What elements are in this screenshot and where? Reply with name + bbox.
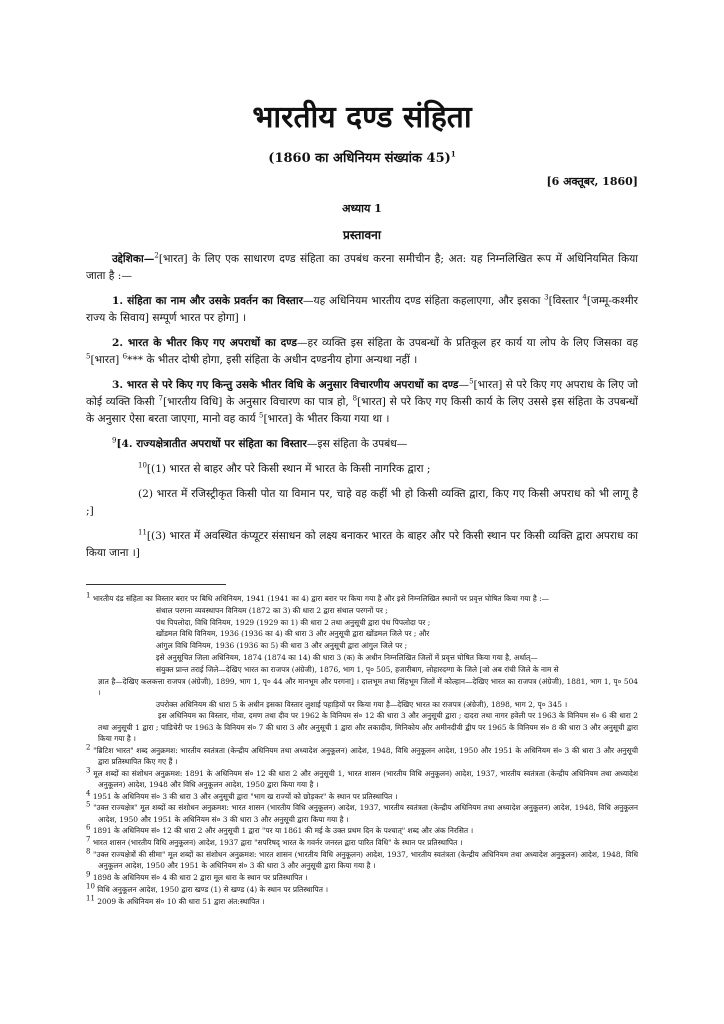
footnote-marker: 5	[86, 352, 91, 361]
footnote-number: 1	[86, 591, 91, 600]
footnotes	[86, 593, 638, 907]
chapter-heading: अध्याय 1	[342, 202, 382, 215]
footnote-1-list-item: आंगुल विधि विनियम, 1936 (1936 का 5) की धारा 3 और अनुसूची द्वारा आंगुल जिले पर ;	[156, 641, 408, 651]
document-title: भारतीय दण्ड संहिता	[252, 100, 472, 135]
section-4-heading: [4. राज्यक्षेत्रातीत अपराधों पर संहिता का विस्तार	[116, 438, 307, 450]
footnote-marker: 10	[138, 461, 147, 470]
act-number	[86, 148, 638, 166]
footnote-text: "उक्त राज्यक्षेत्र" मूल शब्दों का संशोधन अनुक्रमश: भारत शासन (भारतीय विधि अनुकूलन) आदेश, 1937, भारतीय स्वतंत्रता (केन्द्रीय अधिनियम तथा अध्यादेश अनुकूलन) आदेश, 1948, विधि अनुकूलन आदेश, 1950 और 1951 के अधिनियम सं० 3 की धारा 3 और अनुसूची द्वारा किया गया है ।	[90, 803, 638, 824]
section-1-heading: 1. संहिता का नाम और उसके प्रवर्तन का विस्तार	[112, 295, 303, 307]
enactment-date: [6 अक्तूबर, 1860]	[546, 175, 638, 188]
footnote-number: 8	[86, 847, 91, 856]
section-3-text: [भारत] से परे किए गए अपराध के लिए जो कोई व्यक्ति किसी	[86, 379, 638, 408]
footnote-divider	[86, 584, 226, 585]
footnote-number: 10	[86, 882, 95, 891]
footnote-4	[86, 791, 638, 802]
footnote-number: 6	[86, 823, 91, 832]
footnote-2	[86, 745, 638, 767]
section-3	[86, 377, 638, 428]
section-2-text: —हर व्यक्ति इस संहिता के उपबन्धों के प्रतिकूल हर कार्य या लोप के लिए जिसका वह	[296, 337, 638, 349]
footnote-number: 11	[86, 894, 95, 903]
clause-3-text: [(3) भारत में अवस्थित कंप्यूटर संसाधन को लक्ष्य बनाकर भारत के बाहर और परे किसी स्थान पर किसी व्यक्ति द्वारा अपराध का किया जाना ।]	[86, 530, 638, 559]
footnote-text: भारत शासन (भारतीय विधि अनुकूलन) आदेश, 1937 द्वारा "सपरिषद् भारत के गवर्नर जनरल द्वारा पारित विधि" के स्थान पर प्रतिस्थापित ।	[90, 838, 463, 848]
footnote-9	[86, 872, 638, 883]
footnote-number: 3	[86, 766, 91, 775]
section-1-text: [विस्तार	[548, 295, 583, 307]
footnote-marker: 8	[352, 394, 358, 403]
footnote-marker: 5	[469, 377, 474, 386]
document-page	[86, 100, 638, 907]
footnote-marker: 5	[259, 411, 264, 420]
section-1-text: [जम्मू-कश्मीर राज्य के सिवाय] सम्पूर्ण भारत पर होगा] ।	[86, 295, 638, 324]
footnote-text: "ब्रिटिश भारत" शब्द अनुक्रमश: भारतीय स्वतंत्रता (केन्द्रीय अधिनियम तथा अध्यादेश अनुकूलन) आदेश, 1948, विधि अनुकूलन आदेश, 1950 और 1951 के अधिनियम सं० 3 की धारा 3 और अनुसूची द्वारा प्रतिस्थापित किए गए हैं ।	[90, 745, 638, 766]
footnote-marker: 6	[122, 352, 128, 361]
clause-3	[86, 528, 638, 562]
section-3-text: [भारत] से परे किए गए किसी कार्य के लिए उससे इस संहिता के उपबन्धों के अनुसार ऐसा बरता जाएगा, मानो वह कार्य	[86, 396, 638, 425]
footnote-text: भारतीय दंड संहिता का विस्तार बरार पर बिधि अधिनियम, 1941 (1941 का 4) द्वारा बरार पर किया गया है और इसे निम्नलिखित स्थानों पर प्रवृत्त घोषित किया गया है :—	[90, 594, 549, 603]
footnote-1-continuation: ज्ञात है—देखिए कलकत्ता राजपत्र (अंग्रेजी), 1899, भाग 1, पृ० 44 और मानभूम और परगना] । दालभूम तथा सिंहभूम जिलों में कोल्हान—देखिए भारत का राजपत्र (अंग्रेजी), 1881, भाग 1, पृ० 504 ।	[98, 676, 638, 697]
footnote-1	[86, 593, 638, 604]
footnote-marker: 4	[582, 293, 587, 302]
footnote-text: 1951 के अधिनियम सं० 3 की धारा 3 और अनुसूची द्वारा "भाग ख राज्यों को छोड़कर" के स्थान पर प्रतिस्थापित ।	[90, 791, 398, 801]
footnote-7	[86, 837, 638, 848]
section-3-text: [भारत] के भीतर किया गया था ।	[263, 413, 390, 425]
footnote-1-list-item: इस अधिनियम का विस्तार, गोवा, दमण तथा दीव पर 1962 के विनियम सं० 12 की धारा 3 और अनुसूची द्वारा ; दादरा तथा नागर हवेली पर 1963 के विनियम सं० 6 की धारा 2 तथा अनुसूची 1 द्वारा ; पांडिचेरी पर 1963 के विनियम सं० 7 की धारा 3 और अनुसूची 1 द्वारा और लकादीव, मिनिकोय और अमीनदीवी द्वीप पर 1965 के विनियम सं० 8 की धारा 3 और अनुसूची द्वारा किया गया है ।	[98, 711, 638, 743]
footnote-text: 2009 के अधिनियम सं० 10 की धारा 51 द्वारा अंत:स्थापित ।	[94, 896, 265, 906]
section-3-heading: 3. भारत से परे किए गए किन्तु उसके भीतर विधि के अनुसार विचारणीय अपराधों का दण्ड	[112, 379, 459, 391]
footnote-number: 9	[86, 870, 91, 879]
introduction-heading: प्रस्तावना	[343, 228, 381, 242]
footnote-1-list-item: उपरोक्त अधिनियम की धारा 5 के अधीन इसका विस्तार लुशाई पहाड़ियों पर किया गया है—देखिए भारत का राजपत्र (अंग्रेजी), 1898, भाग 2, पृ० 345 ।	[156, 699, 568, 709]
footnote-1-list-item: संथाल परगना व्यवस्थापन विनियम (1872 का 3) की धारा 2 द्वारा संथाल परगनों पर ;	[156, 605, 388, 615]
section-1-text: —यह अधिनियम भारतीय दण्ड संहिता कहलाएगा, और इसका	[302, 295, 545, 307]
footnote-3	[86, 768, 638, 790]
footnote-text: "उक्त राज्यक्षेत्रों की सीमा" मूल शब्दों का संशोधन अनुक्रमश: भारत शासन (भारतीय विधि अनुकूलन) आदेश, 1937, भारतीय स्वतंत्रता (केन्द्रीय अधिनियम तथा अध्यादेश अनुकूलन) आदेश, 1948, विधि अनुकूलन आदेश, 1950 और 1951 के अधिनियम सं० 3 की धारा 3 और अनुसूची द्वारा किया गया है ।	[90, 849, 638, 871]
footnote-marker: 11	[138, 528, 147, 537]
section-2	[86, 335, 638, 369]
footnote-1-list-item: इसे अनुसूचित जिला अधिनियम, 1874 (1874 का 14) की धारा 3 (क) के अधीन निम्नलिखित जिलों में प्रवृत्त घोषित किया गया है, अर्थात्—	[156, 652, 538, 662]
section-2-heading: 2. भारत के भीतर किए गए अपराधों का दण्ड	[112, 337, 297, 349]
footnote-10	[86, 884, 638, 895]
footnote-marker: 2	[154, 251, 159, 260]
section-3-text: —	[458, 379, 470, 391]
footnote-1-list-item: खोंडमल विधि विनियम, 1936 (1936 का 4) की धारा 3 और अनुसूची द्वारा खोंडमल जिले पर ; और	[156, 629, 430, 639]
footnote-marker: 9	[112, 436, 117, 445]
section-4-text: —इस संहिता के उपबंध—	[306, 438, 408, 450]
footnote-8	[86, 849, 638, 871]
footnote-6	[86, 825, 638, 836]
act-number-text: (1860 का अधिनियम संख्यांक 45)	[268, 151, 451, 166]
section-2-text: *** के भीतर दोषी होगा, इसी संहिता के अधीन दण्डनीय होगा अन्यथा नहीं ।	[127, 354, 418, 366]
footnote-marker: 1	[450, 149, 456, 159]
footnote-marker: 7	[158, 394, 163, 403]
section-3-text: [भारतीय विधि] के अनुसार विचारण का पात्र हो,	[162, 396, 353, 408]
footnote-number: 2	[86, 743, 91, 752]
clause-1	[86, 461, 638, 478]
footnote-text: 1898 के अधिनियम सं० 4 की धारा 2 द्वारा मूल धारा के स्थान पर प्रतिस्थापित ।	[90, 872, 308, 882]
section-4	[86, 436, 638, 453]
clause-2	[86, 486, 638, 520]
clause-2-text: (2) भारत में रजिस्ट्रीकृत किसी पोत या विमान पर, चाहे वह कहीं भी हो किसी व्यक्ति द्वारा, किए गए किसी अपराध को भी लागू है ;]	[86, 488, 638, 517]
footnote-number: 4	[86, 789, 91, 798]
preamble-lead: उद्देशिका—	[112, 253, 155, 265]
footnote-1-list-item: संयुक्त प्रान्त तराई जिले—देखिए भारत का राजपत्र (अंग्रेजी), 1876, भाग 1, पृ० 505, हजारीबाग, लोहारदग्गा के जिले [जो अब रांची जिले के नाम से	[156, 664, 559, 674]
footnote-text: मूल शब्दों का संशोधन अनुक्रमश: 1891 के अधिनियम सं० 12 की धारा 2 और अनुसूची 1, भारत शासन (भारतीय विधि अनुकूलन) आदेश, 1937, भारतीय स्वतंत्रता (केन्द्रीय अधिनियम तथा अध्यादेश अनुकूलन) आदेश, 1948 और विधि अनुकूलन आदेश, 1950 द्वारा किया गया है ।	[90, 768, 638, 789]
footnote-number: 7	[86, 835, 91, 844]
section-2-text: [भारत]	[90, 354, 123, 366]
footnote-5	[86, 802, 638, 824]
preamble-text: [भारत] के लिए एक साधारण दण्ड संहिता का उपबंध करना समीचीन है; अत: यह निम्नलिखित रूप में अधिनियमित किया जाता है :—	[86, 253, 638, 282]
preamble	[86, 251, 638, 285]
footnote-11	[86, 896, 638, 907]
footnote-1-list-item: पंथ पिपलोदा, विधि विनियम, 1929 (1929 का 1) की धारा 2 तथा अनुसूची द्वारा पंथ पिपलोदा पर ;	[156, 617, 431, 627]
section-1	[86, 293, 638, 327]
footnote-marker: 3	[544, 293, 549, 302]
footnote-text: 1891 के अधिनियम सं० 12 की धारा 2 और अनुसूची 1 द्वारा "पर या 1861 की मई के उक्त प्रथम दिन के पश्चात्" शब्द और अंक निरसित ।	[90, 826, 474, 836]
footnote-number: 5	[86, 800, 91, 809]
clause-1-text: [(1) भारत से बाहर और परे किसी स्थान में भारत के किसी नागरिक द्वारा ;	[146, 463, 431, 475]
footnote-text: विधि अनुकूलन आदेश, 1950 द्वारा खण्ड (1) से खण्ड (4) के स्थान पर प्रतिस्थापित ।	[94, 884, 329, 894]
